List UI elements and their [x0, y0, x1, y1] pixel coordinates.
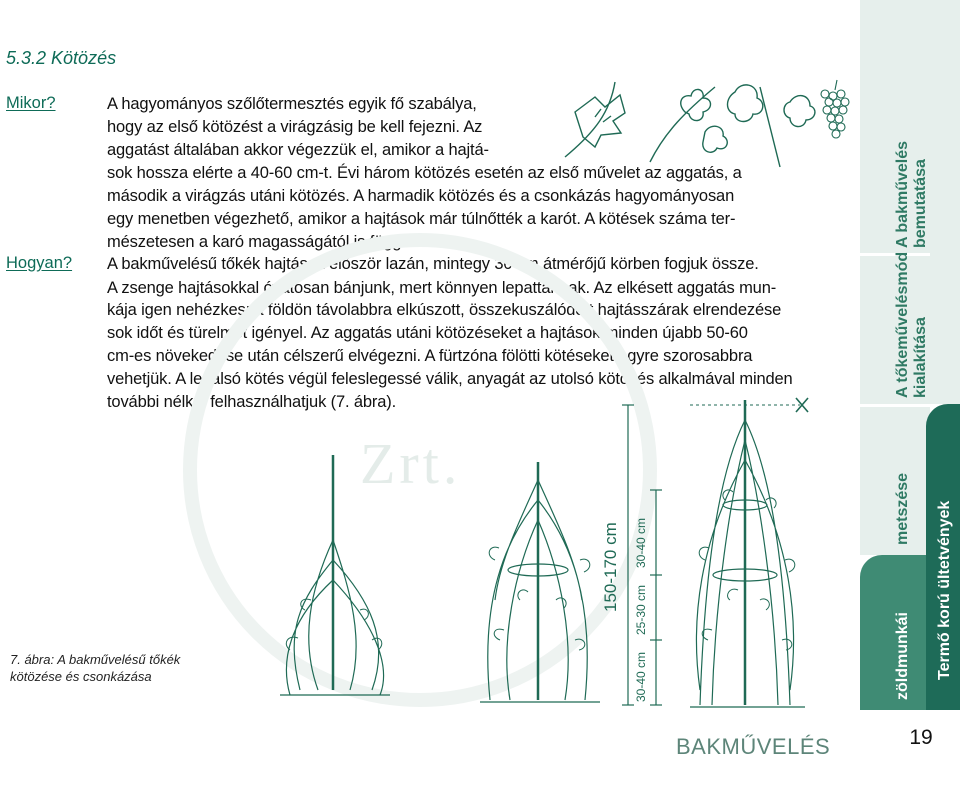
dim-total-label: 150-170 cm [601, 522, 620, 612]
figure-caption-line1: 7. ábra: A bakművelésű tőkék [10, 652, 181, 667]
sidebar-tab-label [894, 612, 912, 700]
sidebar-tab-line: A bakművelés [894, 140, 911, 248]
watermark: Zrt. [360, 431, 462, 496]
text-line: sok hossza elérte a 40-60 cm-t. Évi három kötözés esetén az első művelet az aggatás, a [107, 164, 742, 182]
footer-section-title: BAKMŰVELÉS [676, 734, 831, 759]
sidebar-tab-label [936, 501, 954, 680]
sidebar-tab-line: A tőkeművelésmód [894, 251, 911, 398]
sidebar-tab-line: bemutatása [912, 159, 929, 248]
label-how: Hogyan? [6, 254, 73, 272]
text-line: további nélkül felhasználhatjuk (7. ábra). [107, 393, 397, 411]
sidebar-tab-label [894, 141, 930, 248]
text-line: A zsenge hajtásokkal óvatosan bánjunk, mert könnyen lepattannak. Az elkésett aggatás mun- [107, 279, 777, 297]
text-line: egy menetben végezhető, amikor a hajtások már túlnőtték a karót. A kötések száma ter- [107, 210, 736, 228]
text-line: hogy az első kötözést a virágzásig be kell fejezni. Az [107, 118, 483, 136]
text-line: sok időt és türelmet igényel. Az aggatás utáni kötözéseket a hajtások minden újabb 50-60 [107, 324, 748, 342]
text-line: második a virágzás utáni kötözés. A harmadik kötözés és a csonkázás hagyományosan [107, 187, 735, 205]
dim-top-label: 30-40 cm [634, 517, 648, 568]
dim-middle-label: 25-30 cm [634, 584, 648, 635]
sidebar-tab-label [894, 473, 912, 545]
dim-bottom-label: 30-40 cm [634, 651, 648, 702]
sidebar-divider [860, 404, 930, 407]
vine-shoot-illustration [555, 72, 855, 172]
page-number: 19 [909, 726, 933, 749]
text-line: mészetesen a karó magasságától is függ. [107, 233, 406, 251]
text-line: cm-es növekedése után célszerű elvégezni. A fürtzóna fölötti kötéseket egyre szorosabbra [107, 347, 753, 365]
text-line: vehetjük. A legalsó kötés végül feleslegessé válik, anyagát az utolsó kötözés alkalmával minden [107, 370, 793, 388]
text-line: kája igen nehézkes; a földön távolabbra elkúszott, összekuszálódott hajtásszárak elrendezése [107, 301, 782, 319]
text-line: A hagyományos szőlőtermesztés egyik fő szabálya, [107, 95, 477, 113]
sidebar-tab-label [894, 252, 930, 398]
label-when: Mikor? [6, 94, 56, 112]
sidebar-tab-line: zöldmunkái [894, 611, 911, 700]
section-heading: 5.3.2 Kötözés [6, 48, 117, 68]
sidebar-tab-line: metszése [894, 472, 911, 545]
sidebar [860, 0, 960, 710]
sidebar-tab-line: Termő korú ültetvények [936, 500, 953, 680]
figure-caption-line2: kötözése és csonkázása [10, 669, 152, 684]
text-line: A bakművelésű tőkék hajtásait először lazán, mintegy 30 cm átmérőjű körben fogjuk össze. [107, 255, 759, 273]
text-line: aggatást általában akkor végezzük el, amikor a hajtá- [107, 141, 489, 159]
sidebar-column-right-top [930, 0, 960, 404]
sidebar-tab-line: kialakítása [912, 317, 929, 398]
